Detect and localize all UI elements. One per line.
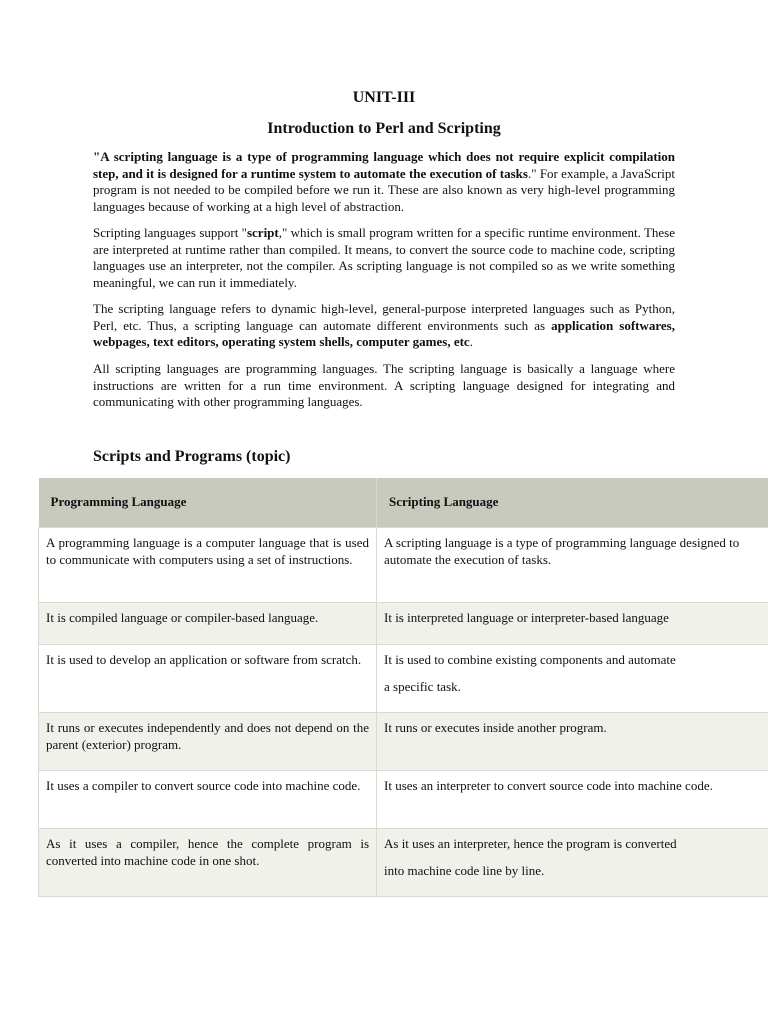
unit-title: UNIT-III bbox=[352, 89, 416, 106]
table-row bbox=[39, 603, 768, 645]
cell-line: into machine code line by line. bbox=[384, 862, 545, 878]
emphasis-environments: application softwares, webpages, text editors, operating system shells, computer games, etc bbox=[93, 317, 675, 349]
column-header-programming: Programming Language bbox=[39, 478, 377, 528]
paragraph-text: ," which is small program written for a specific runtime environment. These are interpreted at runtime rather than compiled. It means, to convert the source code to machine code, scripting languages use an interpreter, not the compiler. As scripting language is not compiled so as we write something meaningful, we can run it immediately. bbox=[93, 225, 676, 290]
cell-line: a specific task. bbox=[384, 678, 461, 694]
cell-line: As it uses an interpreter, hence the program is converted bbox=[384, 836, 677, 851]
table-header-row bbox=[39, 478, 768, 528]
paragraph-general-purpose bbox=[93, 301, 675, 351]
paragraph-definition bbox=[93, 149, 675, 215]
table-cell-programming: It is used to develop an application or software from scratch. bbox=[39, 645, 377, 713]
table-cell-scripting bbox=[377, 645, 768, 713]
table-cell-scripting: It is interpreted language or interpreter-based language bbox=[377, 603, 768, 645]
cell-line: It is used to combine existing components and automate bbox=[384, 652, 676, 667]
table-row bbox=[39, 528, 768, 603]
section-heading: Scripts and Programs (topic) bbox=[93, 448, 291, 465]
table-cell-programming: A programming language is a computer language that is used to communicate with computers using a set of instructions. bbox=[39, 528, 377, 603]
table-row bbox=[39, 713, 768, 771]
paragraph-text: Scripting languages support " bbox=[93, 225, 247, 240]
table-row bbox=[39, 771, 768, 829]
emphasis-script: script bbox=[246, 225, 279, 240]
table-row bbox=[39, 829, 768, 897]
column-header-scripting: Scripting Language bbox=[377, 478, 768, 528]
table-cell-scripting bbox=[377, 829, 768, 897]
paragraph-text: The scripting language refers to dynamic high-level, general-purpose interpreted languages such as Python, Perl, etc. Thus, a scripting language can automate different environments such as bbox=[93, 301, 675, 333]
paragraph-text: . bbox=[469, 334, 473, 349]
table-cell-scripting: A scripting language is a type of programming language designed to automate the execution of tasks. bbox=[377, 528, 768, 603]
comparison-table bbox=[38, 478, 768, 897]
table-row bbox=[39, 645, 768, 713]
table-cell-programming: As it uses a compiler, hence the complete program is converted into machine code in one shot. bbox=[39, 829, 377, 897]
table-cell-programming: It runs or executes independently and does not depend on the parent (exterior) program. bbox=[39, 713, 377, 771]
table-cell-programming: It is compiled language or compiler-based language. bbox=[39, 603, 377, 645]
paragraph-script-support bbox=[93, 225, 675, 291]
definition-continuation: ." For example, a JavaScript program is not needed to be compiled before we run it. These are also known as very high-level programming languages because of working at a high level of abstraction. bbox=[93, 165, 676, 214]
paragraph-all-scripting: All scripting languages are programming languages. The scripting language is basically a language where instructions are written for a run time environment. A scripting language designed for integrating and communicating with other programming languages. bbox=[93, 361, 675, 409]
table-cell-scripting: It uses an interpreter to convert source code into machine code. bbox=[377, 771, 768, 829]
table-cell-programming: It uses a compiler to convert source code into machine code. bbox=[39, 771, 377, 829]
definition-quote: "A scripting language is a type of programming language which does not require explicit compilation step, and it is designed for a runtime system to automate the execution of tasks bbox=[93, 149, 675, 181]
page-title: Introduction to Perl and Scripting bbox=[267, 120, 501, 137]
table-cell-scripting: It runs or executes inside another program. bbox=[377, 713, 768, 771]
